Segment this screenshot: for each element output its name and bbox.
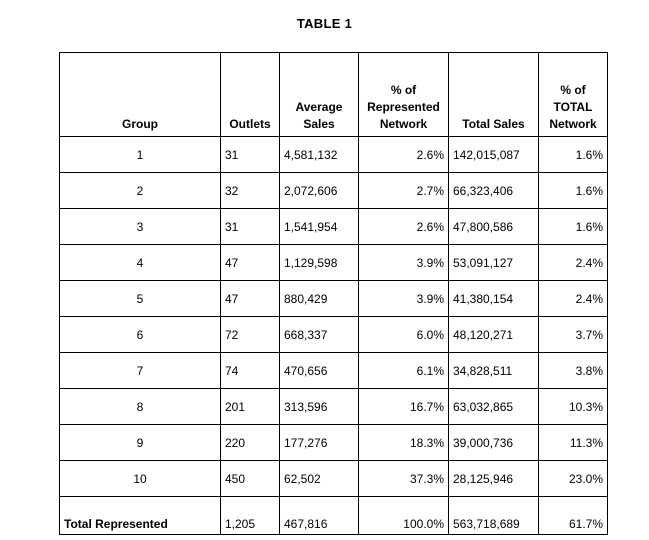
table-row [60,281,608,317]
group-cell: 5 [60,281,221,317]
pct-represented-cell: 6.1% [359,353,449,389]
pct-total-cell: 11.3% [539,425,608,461]
pct-represented-cell: 3.9% [359,281,449,317]
pct-total-cell: 1.6% [539,173,608,209]
table-row [60,245,608,281]
avg-sales-cell: 313,596 [280,389,359,425]
pct-total-cell: 1.6% [539,137,608,173]
pct-total-cell: 10.3% [539,389,608,425]
group-cell: 7 [60,353,221,389]
outlets-cell: 31 [221,209,280,245]
pct-total-cell: 3.7% [539,317,608,353]
sales-table [59,52,608,535]
table-header-row [60,53,608,137]
group-cell: 9 [60,425,221,461]
avg-sales-cell: 470,656 [280,353,359,389]
table-row [60,353,608,389]
header-outlets: Outlets [221,53,280,137]
group-cell: 1 [60,137,221,173]
avg-sales-cell: 880,429 [280,281,359,317]
group-cell: 8 [60,389,221,425]
avg-sales-cell: 2,072,606 [280,173,359,209]
group-cell: 2 [60,173,221,209]
total-row [60,497,608,535]
avg-sales-cell: 668,337 [280,317,359,353]
outlets-cell: 31 [221,137,280,173]
table-title: TABLE 1 [296,16,353,31]
pct-total-cell: 1.6% [539,209,608,245]
header-total-sales: Total Sales [449,53,539,137]
avg-sales-cell: 62,502 [280,461,359,497]
total-outlets-cell: 1,205 [221,497,280,535]
avg-sales-cell: 1,541,954 [280,209,359,245]
table-row [60,173,608,209]
group-cell: 4 [60,245,221,281]
pct-total-cell: 2.4% [539,281,608,317]
outlets-cell: 450 [221,461,280,497]
pct-represented-cell: 2.7% [359,173,449,209]
pct-represented-cell: 37.3% [359,461,449,497]
table-row [60,461,608,497]
header-pct-total: % of TOTAL Network [539,53,608,137]
outlets-cell: 72 [221,317,280,353]
total-total-sales-cell: 563,718,689 [449,497,539,535]
group-cell: 10 [60,461,221,497]
pct-total-cell: 23.0% [539,461,608,497]
group-cell: 6 [60,317,221,353]
total-sales-cell: 48,120,271 [449,317,539,353]
outlets-cell: 47 [221,245,280,281]
table-row [60,389,608,425]
avg-sales-cell: 177,276 [280,425,359,461]
total-group-cell: Total Represented [60,497,221,535]
header-average-sales: Average Sales [280,53,359,137]
table-row [60,425,608,461]
total-sales-cell: 63,032,865 [449,389,539,425]
total-sales-cell: 28,125,946 [449,461,539,497]
pct-represented-cell: 2.6% [359,209,449,245]
pct-represented-cell: 16.7% [359,389,449,425]
avg-sales-cell: 1,129,598 [280,245,359,281]
outlets-cell: 220 [221,425,280,461]
pct-total-cell: 2.4% [539,245,608,281]
outlets-cell: 201 [221,389,280,425]
table-row [60,317,608,353]
total-sales-cell: 53,091,127 [449,245,539,281]
avg-sales-cell: 4,581,132 [280,137,359,173]
pct-represented-cell: 6.0% [359,317,449,353]
pct-represented-cell: 3.9% [359,245,449,281]
outlets-cell: 32 [221,173,280,209]
header-pct-represented: % of Represented Network [359,53,449,137]
outlets-cell: 74 [221,353,280,389]
pct-represented-cell: 18.3% [359,425,449,461]
total-sales-cell: 34,828,511 [449,353,539,389]
outlets-cell: 47 [221,281,280,317]
total-sales-cell: 142,015,087 [449,137,539,173]
total-sales-cell: 66,323,406 [449,173,539,209]
pct-represented-cell: 2.6% [359,137,449,173]
total-avg-sales-cell: 467,816 [280,497,359,535]
total-sales-cell: 39,000,736 [449,425,539,461]
total-sales-cell: 47,800,586 [449,209,539,245]
table-row [60,137,608,173]
header-group: Group [60,53,221,137]
total-sales-cell: 41,380,154 [449,281,539,317]
table-row [60,209,608,245]
group-cell: 3 [60,209,221,245]
total-pct-total-cell: 61.7% [539,497,608,535]
total-pct-represented-cell: 100.0% [359,497,449,535]
pct-total-cell: 3.8% [539,353,608,389]
